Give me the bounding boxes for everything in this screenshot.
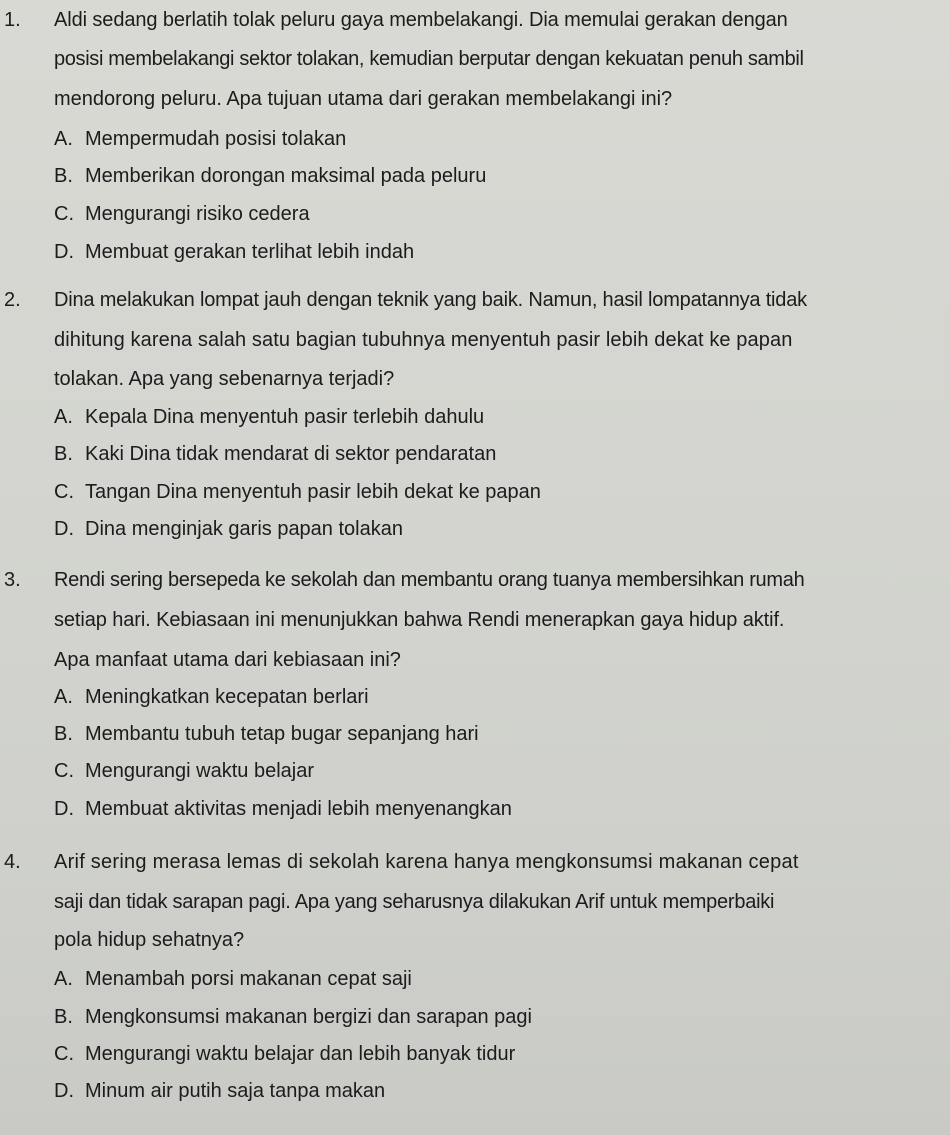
option-letter: D. [54, 241, 74, 263]
option-letter: A. [54, 968, 73, 990]
option-letter: B. [54, 723, 73, 745]
question-number: 4. [4, 851, 21, 873]
option-d[interactable] [54, 1078, 385, 1104]
option-text: Mempermudah posisi tolakan [85, 128, 347, 150]
option-text: Minum air putih saja tanpa makan [85, 1080, 386, 1102]
option-letter: C. [54, 203, 74, 225]
option-a[interactable] [54, 126, 346, 152]
option-c[interactable] [54, 479, 541, 505]
option-text: Kepala Dina menyentuh pasir terlebih dahulu [85, 406, 485, 428]
option-b[interactable] [54, 1004, 532, 1030]
option-c[interactable] [54, 201, 310, 227]
option-letter: B. [54, 443, 73, 465]
question-number: 2. [4, 289, 21, 311]
question-text-line: dihitung karena salah satu bagian tubuhnya menyentuh pasir lebih dekat ke papan [54, 329, 793, 351]
option-letter: A. [54, 406, 73, 428]
option-d[interactable] [54, 239, 414, 265]
option-text: Mengurangi waktu belajar [85, 760, 315, 782]
option-a[interactable] [54, 404, 484, 430]
question-text-line: Arif sering merasa lemas di sekolah karena hanya mengkonsumsi makanan cepat [54, 851, 799, 873]
question-text-line: Apa manfaat utama dari kebiasaan ini? [54, 649, 401, 671]
option-a[interactable] [54, 966, 412, 992]
option-b[interactable] [54, 441, 496, 467]
question-number: 3. [4, 569, 21, 591]
option-letter: A. [54, 128, 73, 150]
option-text: Mengurangi risiko cedera [85, 203, 310, 225]
option-text: Kaki Dina tidak mendarat di sektor pendaratan [85, 443, 497, 465]
question-text-line: setiap hari. Kebiasaan ini menunjukkan bahwa Rendi menerapkan gaya hidup aktif. [54, 609, 785, 631]
option-letter: B. [54, 165, 73, 187]
option-text: Mengkonsumsi makanan bergizi dan sarapan pagi [85, 1006, 532, 1028]
option-letter: A. [54, 686, 73, 708]
question-text-line: tolakan. Apa yang sebenarnya terjadi? [54, 368, 395, 390]
question-text-line: saji dan tidak sarapan pagi. Apa yang seharusnya dilakukan Arif untuk memperbaiki [54, 891, 775, 913]
option-text: Menambah porsi makanan cepat saji [85, 968, 412, 990]
option-a[interactable] [54, 684, 369, 710]
option-text: Membantu tubuh tetap bugar sepanjang hari [85, 723, 479, 745]
option-b[interactable] [54, 721, 479, 747]
question-text-line: Aldi sedang berlatih tolak peluru gaya membelakangi. Dia memulai gerakan dengan [54, 9, 788, 31]
option-d[interactable] [54, 796, 512, 822]
option-letter: D. [54, 798, 74, 820]
question-text-line: posisi membelakangi sektor tolakan, kemudian berputar dengan kekuatan penuh sambil [54, 48, 804, 70]
option-text: Membuat aktivitas menjadi lebih menyenangkan [85, 798, 512, 820]
option-letter: D. [54, 518, 74, 540]
option-letter: C. [54, 760, 74, 782]
question-number: 1. [4, 9, 21, 31]
option-text: Mengurangi waktu belajar dan lebih banyak tidur [85, 1043, 516, 1065]
question-text-line: Dina melakukan lompat jauh dengan teknik yang baik. Namun, hasil lompatannya tidak [54, 289, 807, 311]
option-b[interactable] [54, 163, 486, 189]
question-text-line: Rendi sering bersepeda ke sekolah dan membantu orang tuanya membersihkan rumah [54, 569, 805, 591]
option-letter: C. [54, 481, 74, 503]
option-letter: B. [54, 1006, 73, 1028]
question-text-line: pola hidup sehatnya? [54, 929, 245, 951]
option-letter: C. [54, 1043, 74, 1065]
option-text: Dina menginjak garis papan tolakan [85, 518, 403, 540]
option-c[interactable] [54, 1041, 515, 1067]
option-text: Tangan Dina menyentuh pasir lebih dekat ke papan [85, 481, 541, 503]
option-d[interactable] [54, 516, 403, 542]
option-c[interactable] [54, 758, 314, 784]
option-text: Membuat gerakan terlihat lebih indah [85, 241, 415, 263]
question-text-line: mendorong peluru. Apa tujuan utama dari gerakan membelakangi ini? [54, 88, 673, 110]
option-text: Meningkatkan kecepatan berlari [85, 686, 369, 708]
option-letter: D. [54, 1080, 74, 1102]
option-text: Memberikan dorongan maksimal pada peluru [85, 165, 487, 187]
